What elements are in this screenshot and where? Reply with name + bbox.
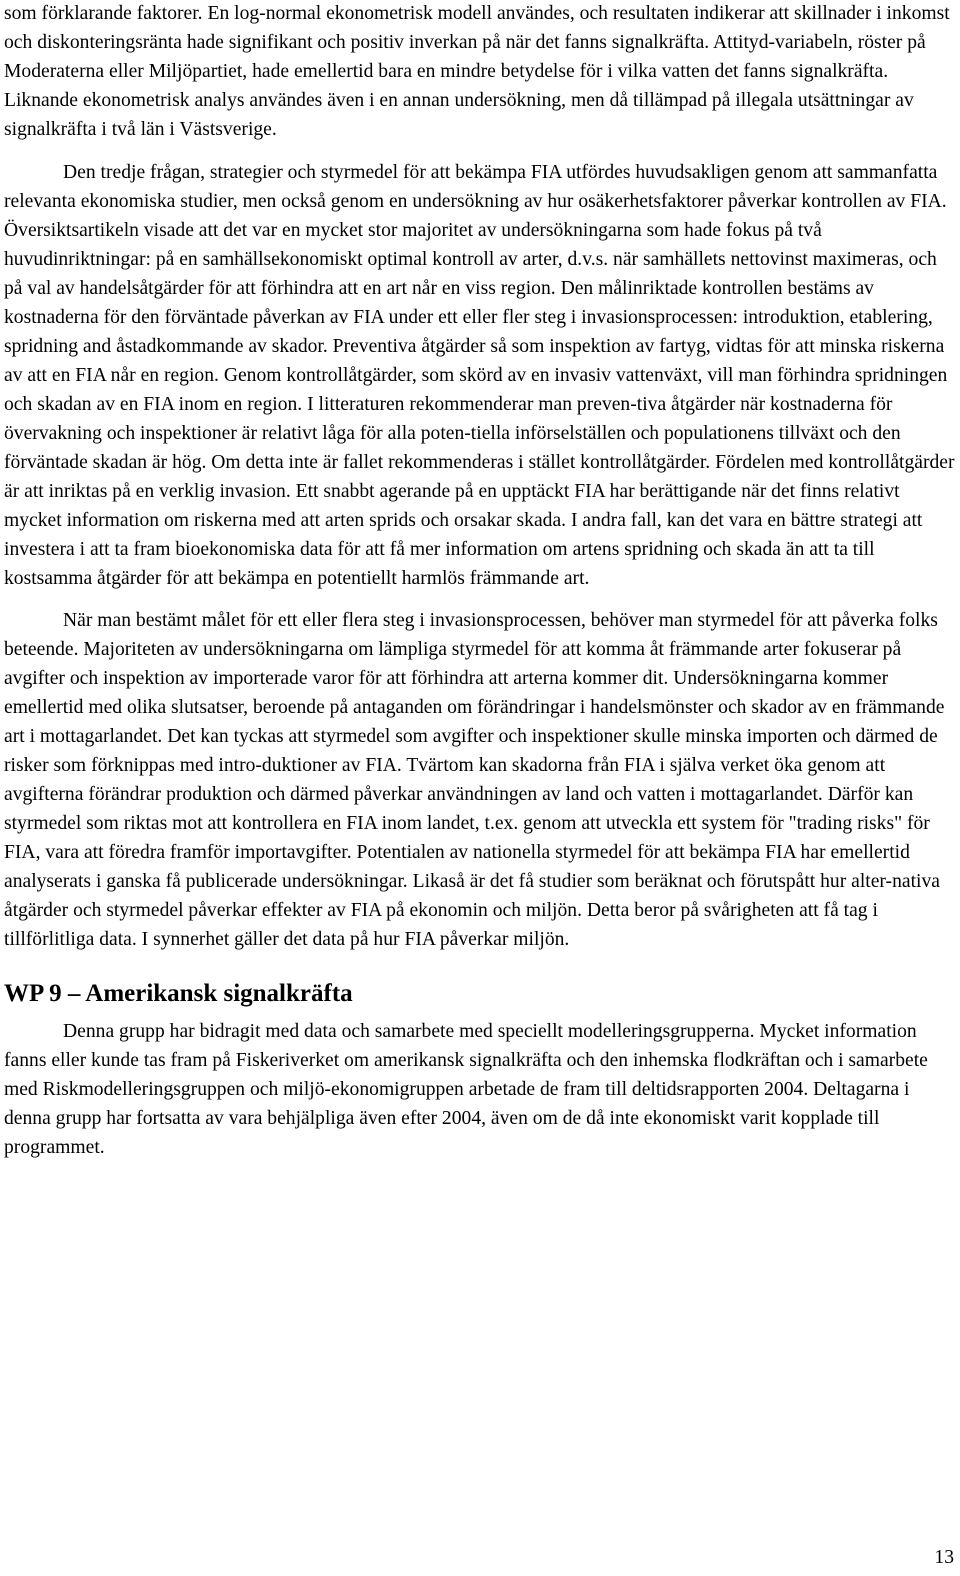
body-paragraph-3: När man bestämt målet för ett eller flera steg i invasionsprocessen, behöver man styrmedel för att påverka folks beteende. Majoriteten av undersökningarna om lämpliga styrmedel för att komma åt främmande arter fokuserar på avgifter och inspektion av importerade varor för att förhindra att arterna kommer dit. Undersökningarna kommer emellertid med olika slutsatser, beroende på antaganden om förändringar i handelsmönster och skador av en främmande art i mottagarlandet. Det kan tyckas att styrmedel som avgifter och inspektioner skulle minska importen och därmed de risker som förknippas med intro-duktioner av FIA. Tvärtom kan skadorna från FIA i själva verket öka genom att avgifterna förändrar produktion och därmed påverkar användningen av land och vatten i mottagarlandet. Därför kan styrmedel som riktas mot att kontrollera en FIA inom landet, t.ex. genom att utveckla ett system för "trading risks" för FIA, vara att föredra framför importavgifter. Potentialen av nationella styrmedel för att bekämpa FIA har emellertid analyserats i ganska få publicerade undersökningar. Likaså är det få studier som beräknat och förutspått hur alter-nativa åtgärder och styrmedel påverkar effekter av FIA på ekonomin och miljön. Detta beror på svårigheten att få tag i tillförlitliga data. I synnerhet gäller det data på hur FIA påverkar miljön. xyxy=(4,610,945,950)
section-paragraph: Denna grupp har bidragit med data och samarbete med speciellt modelleringsgrupperna. Mycket information fanns eller kunde tas fram på Fiskeriverket om amerikansk signalkräfta och den inhemska flodkräftan och i samarbete med Riskmodelleringsgruppen och miljö-ekonomigruppen arbetade de fram till deltidsrapporten 2004. Deltagarna i denna grupp har fortsatta av vara behjälpliga även efter 2004, även om de då inte ekonomiskt varit kopplade till programmet. xyxy=(4,1021,928,1158)
body-paragraph-1: som förklarande faktorer. En log-normal ekonometrisk modell användes, och resultaten indikerar att skillnader i inkomst och diskonteringsränta hade signifikant och positiv inverkan på när det fanns signalkräfta. Attityd-variabeln, röster på Moderaterna eller Miljöpartiet, hade emellertid bara en mindre betydelse för i vilka vatten det fanns signalkräfta. Liknande ekonometrisk analys användes även i en annan undersökning, men då tillämpad på illegala utsättningar av signalkräfta i två län i Västsverige. xyxy=(4,3,950,140)
body-paragraph-2: Den tredje frågan, strategier och styrmedel för att bekämpa FIA utfördes huvudsakligen genom att sammanfatta relevanta ekonomiska studier, men också genom en undersökning av hur osäkerhetsfaktorer påverkar kontrollen av FIA. Översiktsartikeln visade att det var en mycket stor majoritet av undersökningarna som hade fokus på två huvudinriktningar: på en samhällsekonomiskt optimal kontroll av arter, d.v.s. när samhällets nettovinst maximeras, och på val av handelsåtgärder för att förhindra att en art når en viss region. Den målinriktade kontrollen bestäms av kostnaderna för den förväntade påverkan av FIA under ett eller fler steg i invasionsprocessen: introduktion, etablering, spridning and åstadkommande av skador. Preventiva åtgärder så som inspektion av fartyg, vidtas för att minska riskerna av att en FIA når en region. Genom kontrollåtgärder, som skörd av en invasiv vattenväxt, vill man förhindra spridningen och skadan av en FIA inom en region. I litteraturen rekommenderar man preven-tiva åtgärder när kostnaderna för övervakning och inspektioner är relativt låga för alla poten-tiella införselställen och populationens tillväxt och den förväntade skadan är hög. Om detta inte är fallet rekommenderas i stället kontrollåtgärder. Fördelen med kontrollåtgärder är att inriktas på en verklig invasion. Ett snabbt agerande på en upptäckt FIA har berättigande när det finns relativt mycket information om riskerna med att arten sprids och orsakar skada. I andra fall, kan det vara en bättre strategi att investera i att ta fram bioekonomiska data för att få mer information om artens spridning och skada än att ta till kostsamma åtgärder för att bekämpa en potentiellt harmlös främmande art. xyxy=(4,162,955,589)
document-page xyxy=(4,0,956,1162)
page-number: 13 xyxy=(934,1547,954,1568)
section-heading: WP 9 – Amerikansk signalkräfta xyxy=(4,980,353,1007)
